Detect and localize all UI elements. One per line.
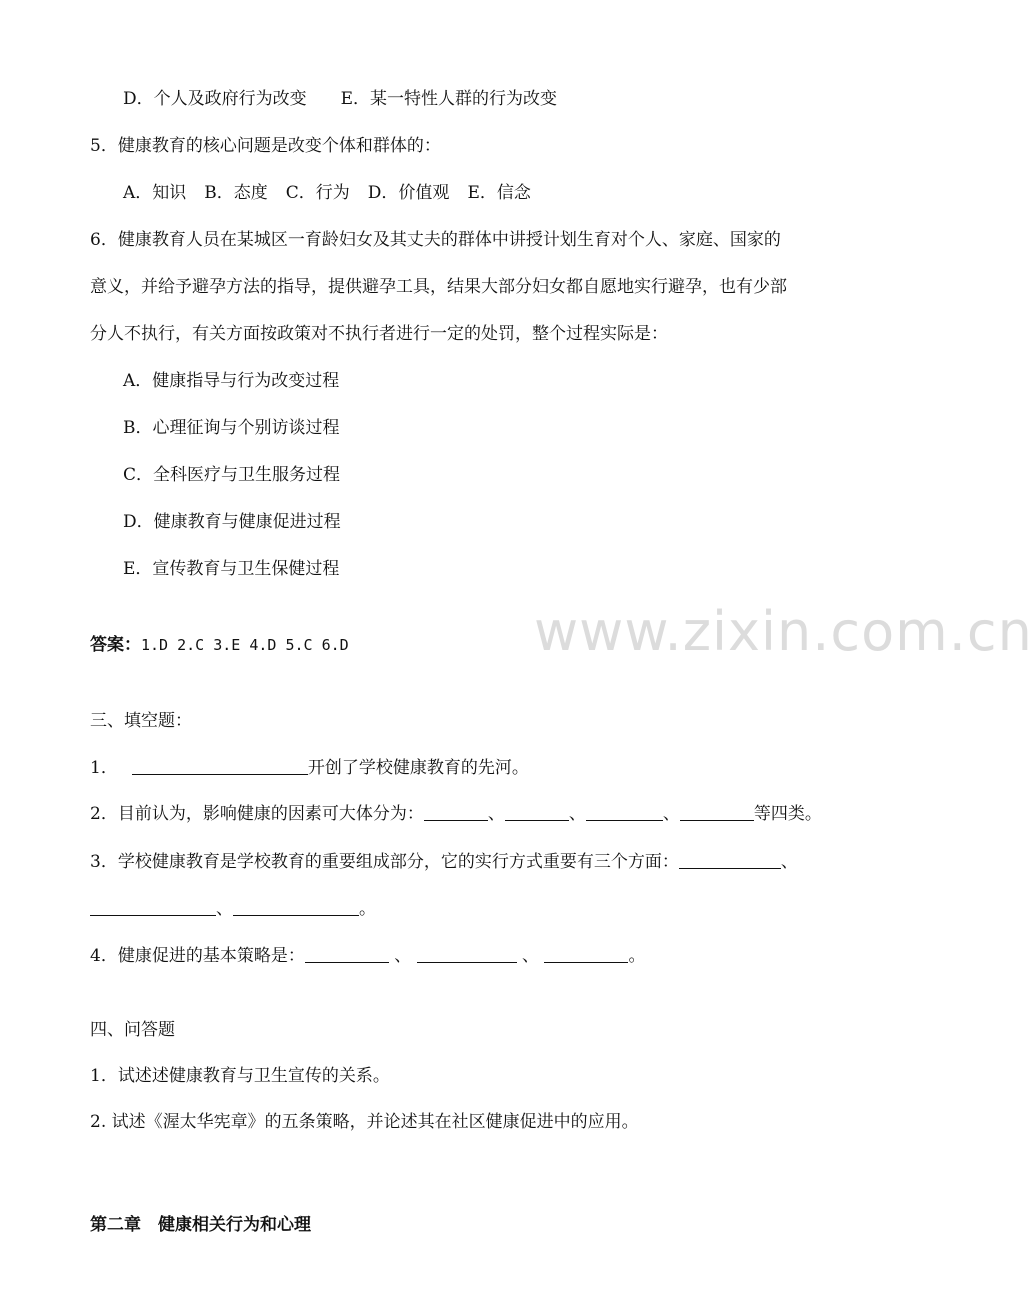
fill-q1 <box>90 756 529 780</box>
fill-q3-blank-1[interactable] <box>679 850 781 869</box>
fill-q3-sep: 、 <box>216 899 233 919</box>
fill-heading: 三、填空题： <box>90 711 192 731</box>
q5-option-e: E．信念 <box>467 183 531 203</box>
fill-q1-blank[interactable] <box>132 756 308 775</box>
fill-q2-blank-3[interactable] <box>586 802 663 821</box>
fill-q4 <box>90 944 645 968</box>
q6-option-a: A．健康指导与行为改变过程 <box>123 371 340 391</box>
fill-q4-blank-3[interactable] <box>544 944 628 963</box>
fill-q2-sep: 、 <box>568 804 586 824</box>
qa-heading: 四、问答题 <box>90 1020 175 1040</box>
fill-q2-blank-1[interactable] <box>424 802 488 821</box>
answers-label: 答案： <box>90 635 141 655</box>
fill-q2-sep: 、 <box>662 804 680 824</box>
fill-q4-blank-1[interactable] <box>305 944 389 963</box>
q5-option-b: B．态度 <box>204 183 268 203</box>
fill-q3-blank-2[interactable] <box>90 897 216 916</box>
fill-q4-blank-2[interactable] <box>417 944 517 963</box>
fill-q3-blank-3[interactable] <box>233 897 359 916</box>
q6-option-d: D．健康教育与健康促进过程 <box>123 512 341 532</box>
fill-q4-sep: 、 <box>388 946 417 966</box>
q5-option-d: D．价值观 <box>367 183 450 203</box>
fill-q2 <box>90 802 822 826</box>
fill-q2-blank-2[interactable] <box>505 802 569 821</box>
q6-option-b: B．心理征询与个别访谈过程 <box>123 418 340 438</box>
fill-q3-line-1 <box>90 850 798 874</box>
chapter-heading <box>90 1213 311 1237</box>
q5-stem: 5．健康教育的核心问题是改变个体和群体的： <box>90 136 441 156</box>
fill-q3-end: 。 <box>359 899 376 919</box>
q5-option-a: A．知识 <box>123 183 187 203</box>
fill-q2-blank-4[interactable] <box>680 802 754 821</box>
chapter-number: 第二章 <box>90 1215 141 1235</box>
fill-q4-text: 4．健康促进的基本策略是： <box>90 946 305 966</box>
q4-option-d: D．个人及政府行为改变 <box>123 89 307 109</box>
fill-q3-sep: 、 <box>780 852 798 872</box>
q4-options-row <box>123 87 557 111</box>
qa-item-2: 2. 试述《渥太华宪章》的五条策略，并论述其在社区健康促进中的应用。 <box>90 1112 639 1132</box>
q4-option-e: E．某一特性人群的行为改变 <box>340 89 558 109</box>
fill-q4-end: 。 <box>628 946 646 966</box>
q6-option-c: C．全科医疗与卫生服务过程 <box>123 465 341 485</box>
fill-q2-text: 2．目前认为，影响健康的因素可大体分为： <box>90 804 424 824</box>
q6-stem-line-1: 6．健康教育人员在某城区一育龄妇女及其丈夫的群体中讲授计划生育对个人、家庭、国家的 <box>90 230 781 250</box>
fill-q2-end: 等四类。 <box>753 804 822 824</box>
fill-q3-text: 3．学校健康教育是学校教育的重要组成部分，它的实行方式重要有三个方面： <box>90 852 679 872</box>
answers-text: 1.D 2.C 3.E 4.D 5.C 6.D <box>141 636 349 654</box>
fill-q4-sep: 、 <box>516 946 545 966</box>
q6-stem-line-2: 意义，并给予避孕方法的指导，提供避孕工具，结果大部分妇女都自愿地实行避孕，也有少部 <box>90 277 787 297</box>
q5-option-c: C．行为 <box>285 183 350 203</box>
watermark: www.zixin.com.cn <box>534 600 1033 663</box>
q6-option-e: E．宣传教育与卫生保健过程 <box>123 559 340 579</box>
answers-row <box>90 633 349 657</box>
q5-options-row <box>123 181 531 205</box>
fill-q1-text: 开创了学校健康教育的先河。 <box>307 758 529 778</box>
fill-q1-number: 1． <box>90 758 118 778</box>
chapter-title: 健康相关行为和心理 <box>158 1215 311 1235</box>
qa-item-1: 1．试述述健康教育与卫生宣传的关系。 <box>90 1066 390 1086</box>
q6-stem-line-3: 分人不执行，有关方面按政策对不执行者进行一定的处罚，整个过程实际是： <box>90 324 668 344</box>
fill-q3-line-2 <box>90 897 376 921</box>
fill-q2-sep: 、 <box>487 804 505 824</box>
